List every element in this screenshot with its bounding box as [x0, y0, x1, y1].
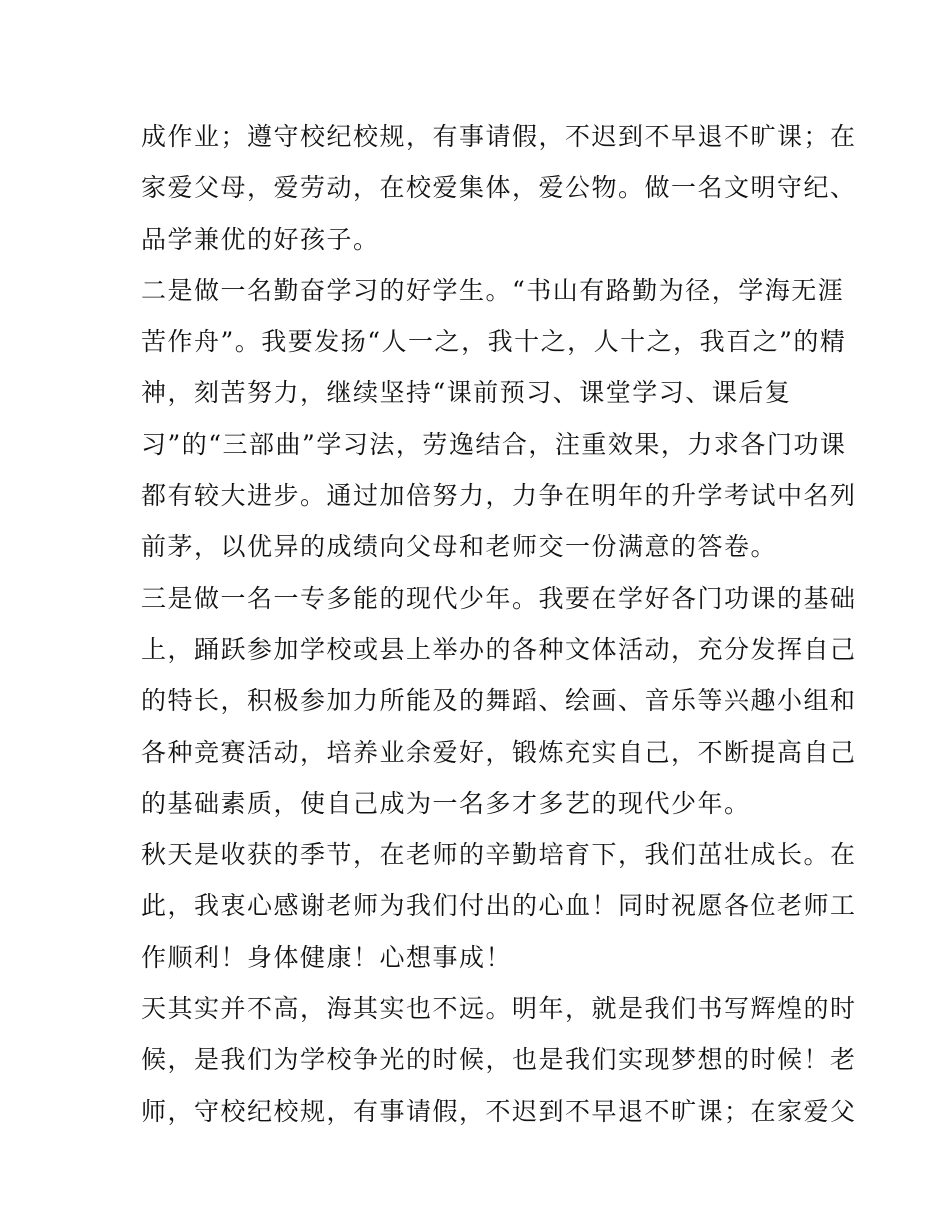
paragraph-2: [141, 265, 857, 573]
text-line: 此，我衷心感谢老师为我们付出的心血！同时祝愿各位老师工: [141, 891, 857, 921]
text-line: 的特长，积极参加力所能及的舞蹈、绘画、音乐等兴趣小组和: [141, 686, 857, 716]
text-line: 的基础素质，使自己成为一名多才多艺的现代少年。: [141, 788, 751, 818]
text-line: 上，踊跃参加学校或县上举办的各种文体活动，充分发挥自己: [141, 634, 857, 664]
text-line: 品学兼优的好孩子。: [141, 224, 380, 254]
text-line: 天其实并不高，海其实也不远。明年，就是我们书写辉煌的时: [141, 994, 857, 1024]
text-line: 师，守校纪校规，有事请假，不迟到不早退不旷课；在家爱父: [141, 1096, 857, 1126]
paragraph-4: [141, 829, 857, 983]
text-line: 作顺利！身体健康！心想事成！: [141, 942, 513, 972]
text-line: 成作业；遵守校纪校规，有事请假，不迟到不早退不旷课；在: [141, 122, 857, 151]
text-line: 前茅，以优异的成绩向父母和老师交一份满意的答卷。: [141, 532, 778, 562]
text-line: 候，是我们为学校争光的时候，也是我们实现梦想的时候！老: [141, 1045, 857, 1075]
text-line: 都有较大进步。通过加倍努力，力争在明年的升学考试中名列: [141, 481, 857, 511]
text-line: 神，刻苦努力，继续坚持“课前预习、课堂学习、课后复: [141, 378, 792, 408]
text-line: 二是做一名勤奋学习的好学生。“书山有路勤为径，学海无涯: [141, 275, 845, 305]
text-line: 秋天是收获的季节，在老师的辛勤培育下，我们茁壮成长。在: [141, 840, 857, 870]
paragraph-1: [141, 111, 857, 265]
text-line: 三是做一名一专多能的现代少年。我要在学好各门功课的基础: [141, 583, 857, 613]
text-line: 苦作舟”。我要发扬“人一之，我十之，人十之，我百之”的精: [141, 327, 847, 357]
text-line: 习”的“三部曲”学习法，劳逸结合，注重效果，力求各门功课: [141, 429, 847, 459]
paragraph-3: [141, 573, 857, 829]
text-line: 家爱父母，爱劳动，在校爱集体，爱公物。做一名文明守纪、: [141, 173, 857, 203]
paragraph-5: [141, 983, 857, 1137]
text-line: 各种竞赛活动，培养业余爱好，锻炼充实自己，不断提高自己: [141, 737, 857, 767]
